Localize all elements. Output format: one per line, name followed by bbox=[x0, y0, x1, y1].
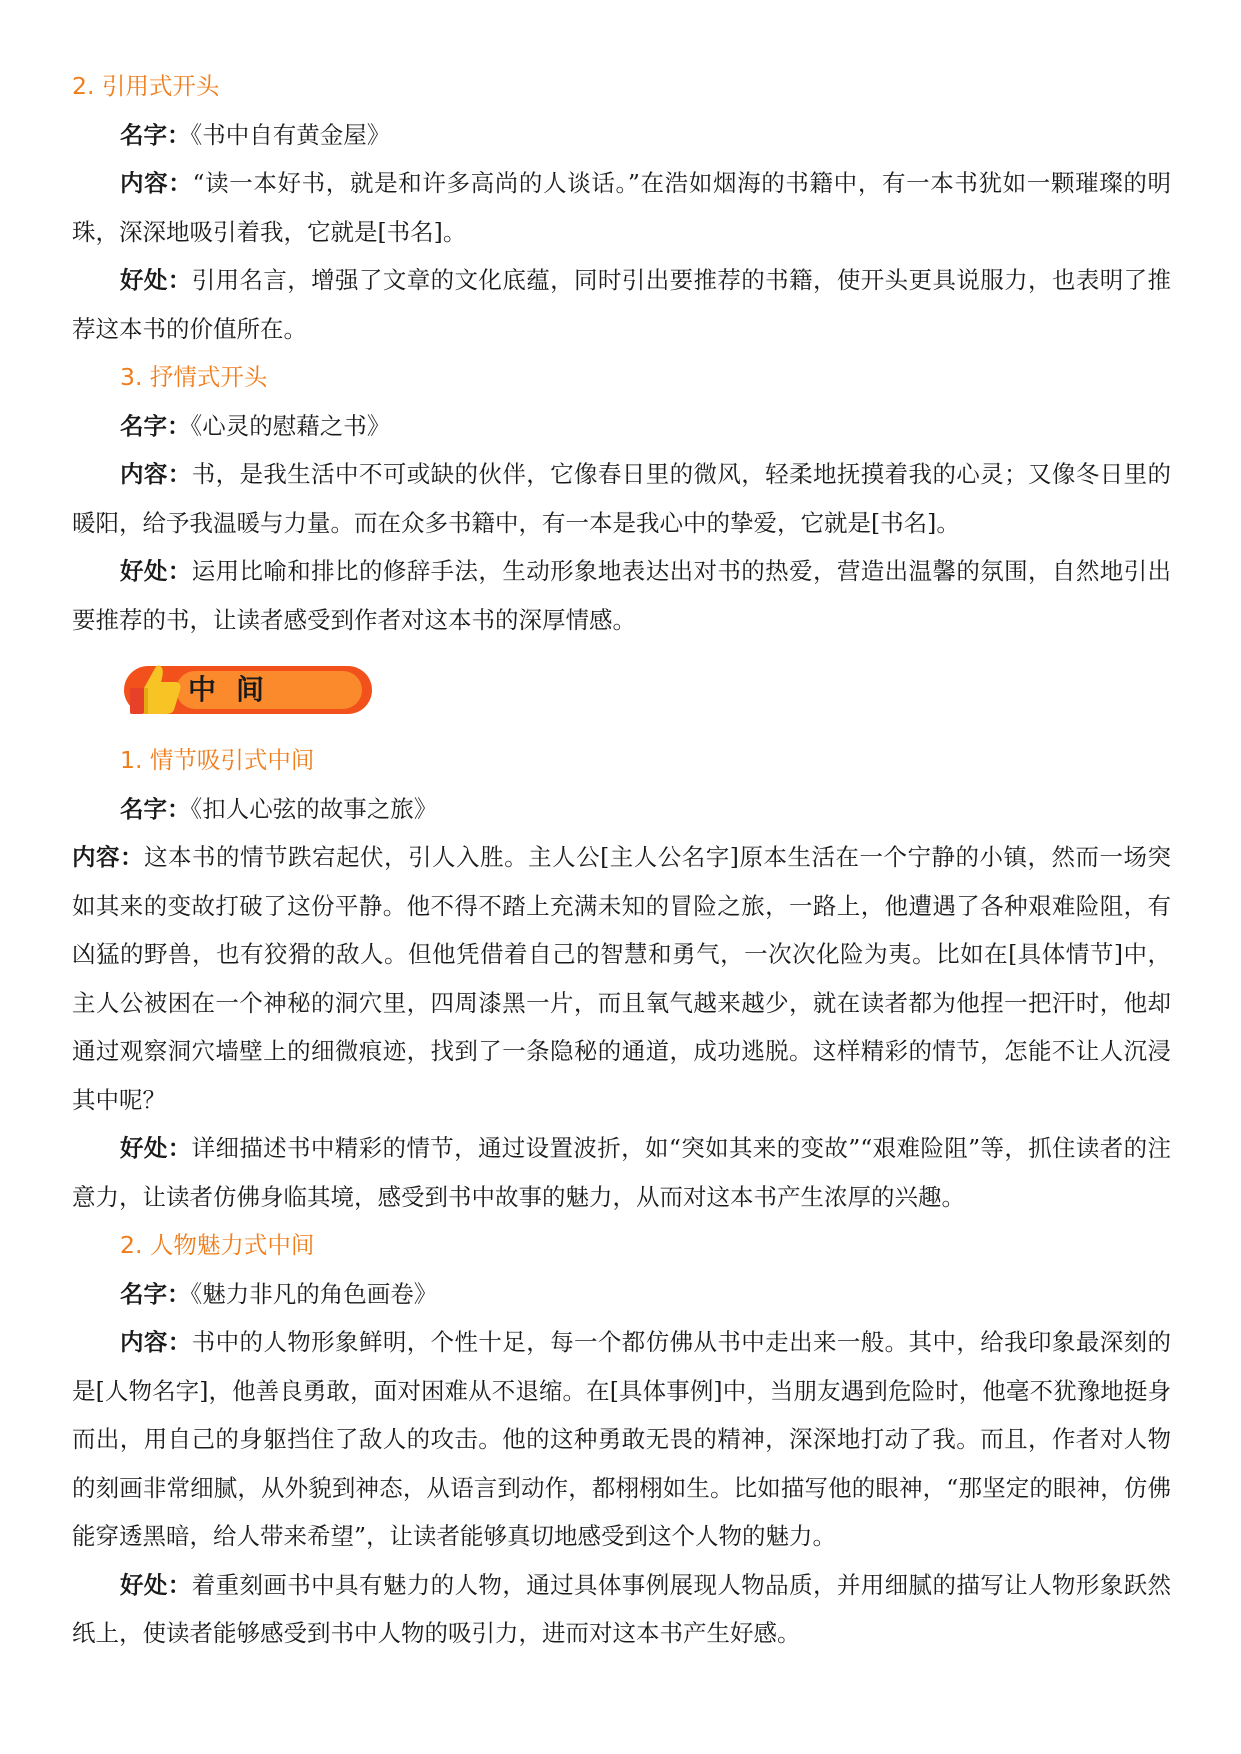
benefit-text: 详细描述书中精彩的情节，通过设置波折，如“突如其来的变故”“艰难险阻”等，抓住读者的注意力，让读者仿佛身临其境，感受到书中故事的魅力，从而对这本书产生浓厚的兴趣。 bbox=[72, 1134, 1171, 1211]
name-value: 《扣人心弦的故事之旅》 bbox=[190, 794, 438, 823]
name-value: 《心灵的慰藉之书》 bbox=[190, 411, 391, 440]
benefit-text: 运用比喻和排比的修辞手法，生动形象地表达出对书的热爱，营造出温馨的氛围，自然地引出要推荐的书，让读者感受到作者对这本书的深厚情感。 bbox=[72, 557, 1172, 634]
benefit-label: 好处： bbox=[120, 266, 192, 294]
content-paragraph bbox=[72, 159, 1171, 256]
name-line bbox=[72, 785, 1171, 834]
benefit-label: 好处： bbox=[120, 557, 192, 585]
badge-label: 中间 bbox=[188, 673, 285, 706]
name-value: 《书中自有黄金屋》 bbox=[190, 120, 391, 149]
section-heading: 2. 人物魅力式中间 bbox=[120, 1231, 315, 1259]
name-line bbox=[72, 402, 1171, 451]
benefit-text: 引用名言，增强了文章的文化底蕴，同时引出要推荐的书籍，使开头更具说服力，也表明了推荐这本书的价值所在。 bbox=[72, 266, 1172, 343]
name-label: 名字： bbox=[120, 411, 191, 440]
name-label: 名字： bbox=[120, 1279, 191, 1308]
section-heading: 1. 情节吸引式中间 bbox=[120, 746, 315, 774]
content-text: “读一本好书，就是和许多高尚的人谈话。”在浩如烟海的书籍中，有一本书犹如一颗璀璨的明珠，深深地吸引着我，它就是[书名]。 bbox=[72, 169, 1172, 246]
name-line bbox=[72, 1270, 1171, 1319]
content-text: 书中的人物形象鲜明，个性十足，每一个都仿佛从书中走出来一般。其中，给我印象最深刻的是[人物名字]，他善良勇敢，面对困难从不退缩。在[具体事例]中，当朋友遇到危险时，他毫不犹豫地挺身而出，用自己的身躯挡住了敌人的攻击。他的这种勇敢无畏的精神，深深地打动了我。而且，作者对人物的刻画非常细腻，从外貌到神态，从语言到动作，都栩栩如生。比如描写他的眼神，“那坚定的眼神，仿佛能穿透黑暗，给人带来希望”，让读者能够真切地感受到这个人物的魅力。 bbox=[72, 1328, 1172, 1550]
name-value: 《魅力非凡的角色画卷》 bbox=[190, 1279, 438, 1308]
content-label: 内容： bbox=[120, 169, 193, 197]
benefit-paragraph bbox=[72, 1124, 1171, 1221]
content-label: 内容： bbox=[120, 1328, 192, 1356]
content-paragraph bbox=[72, 450, 1171, 547]
benefit-paragraph bbox=[72, 547, 1171, 644]
content-text: 书，是我生活中不可或缺的伙伴，它像春日里的微风，轻柔地抚摸着我的心灵；又像冬日里的暖阳，给予我温暖与力量。而在众多书籍中，有一本是我心中的挚爱，它就是[书名]。 bbox=[72, 460, 1172, 537]
content-label: 内容： bbox=[72, 843, 145, 871]
thumbs-up-icon bbox=[124, 658, 184, 718]
content-label: 内容： bbox=[120, 460, 192, 488]
section-badge-row bbox=[72, 652, 1171, 730]
section-heading: 2. 引用式开头 bbox=[72, 72, 220, 100]
content-paragraph bbox=[72, 1318, 1171, 1561]
content-paragraph bbox=[72, 833, 1171, 1124]
name-label: 名字： bbox=[120, 120, 191, 149]
name-line bbox=[72, 111, 1171, 160]
benefit-label: 好处： bbox=[120, 1134, 192, 1162]
benefit-paragraph bbox=[72, 256, 1171, 353]
benefit-paragraph bbox=[72, 1561, 1171, 1658]
content-text: 这本书的情节跌宕起伏，引人入胜。主人公[主人公名字]原本生活在一个宁静的小镇，然而一场突如其来的变故打破了这份平静。他不得不踏上充满未知的冒险之旅，一路上，他遭遇了各种艰难险阻，有凶猛的野兽，也有狡猾的敌人。但他凭借着自己的智慧和勇气，一次次化险为夷。比如在[具体情节]中，主人公被困在一个神秘的洞穴里，四周漆黑一片，而且氧气越来越少，就在读者都为他捏一把汗时，他却通过观察洞穴墙壁上的细微痕迹，找到了一条隐秘的通道，成功逃脱。这样精彩的情节，怎能不让人沉浸其中呢？ bbox=[72, 843, 1171, 1114]
name-label: 名字： bbox=[120, 794, 191, 823]
middle-section-badge bbox=[124, 658, 372, 714]
benefit-text: 着重刻画书中具有魅力的人物，通过具体事例展现人物品质，并用细腻的描写让人物形象跃然纸上，使读者能够感受到书中人物的吸引力，进而对这本书产生好感。 bbox=[72, 1570, 1172, 1647]
section-heading: 3. 抒情式开头 bbox=[120, 363, 268, 391]
benefit-label: 好处： bbox=[120, 1570, 192, 1599]
